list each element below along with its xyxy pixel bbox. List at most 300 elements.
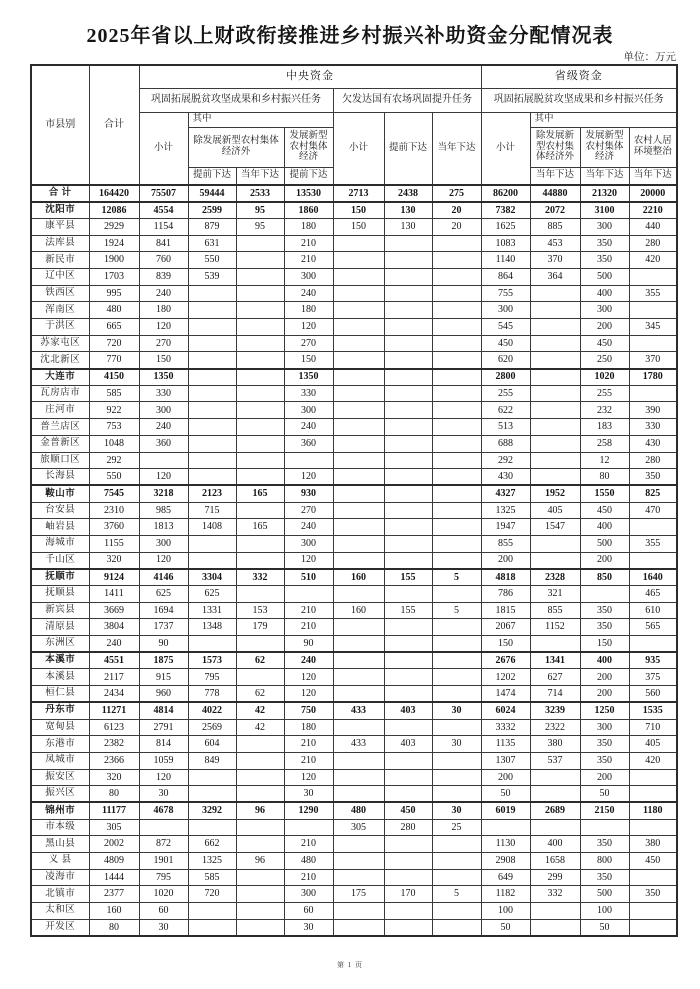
- table-row: [31, 569, 677, 586]
- value-cell: 1290: [284, 802, 333, 819]
- value-cell: 1813: [139, 519, 188, 536]
- value-cell: [481, 819, 530, 836]
- value-cell: [432, 268, 481, 285]
- region-cell: 锦州市: [31, 802, 89, 819]
- value-cell: 2533: [236, 185, 284, 202]
- region-cell: 北镇市: [31, 886, 89, 903]
- value-cell: [432, 369, 481, 386]
- header-central-task-farm: 欠发达国有农场巩固提升任务: [333, 88, 481, 112]
- value-cell: [432, 469, 481, 486]
- value-cell: 60: [284, 903, 333, 920]
- value-cell: 1307: [481, 752, 530, 769]
- value-cell: 5: [432, 886, 481, 903]
- value-cell: 841: [139, 235, 188, 252]
- header-advance-issue: 提前下达: [284, 167, 333, 185]
- value-cell: [333, 919, 384, 936]
- value-cell: [236, 335, 284, 352]
- table-row: [31, 252, 677, 269]
- value-cell: 7545: [89, 485, 139, 502]
- value-cell: 292: [89, 452, 139, 469]
- value-cell: [384, 419, 432, 436]
- value-cell: 150: [333, 218, 384, 235]
- value-cell: 300: [580, 719, 629, 736]
- header-current-year-issue: 当年下达: [236, 167, 284, 185]
- value-cell: 200: [580, 769, 629, 786]
- value-cell: [432, 903, 481, 920]
- header-grand-total: 合计: [89, 65, 139, 185]
- value-cell: 240: [284, 285, 333, 302]
- value-cell: 210: [284, 619, 333, 636]
- region-cell: 市本级: [31, 819, 89, 836]
- value-cell: [236, 819, 284, 836]
- region-cell: 千山区: [31, 552, 89, 569]
- value-cell: [333, 402, 384, 419]
- value-cell: 2117: [89, 669, 139, 686]
- value-cell: 930: [284, 485, 333, 502]
- value-cell: [236, 385, 284, 402]
- value-cell: 4146: [139, 569, 188, 586]
- value-cell: [333, 619, 384, 636]
- value-cell: 400: [580, 519, 629, 536]
- region-cell: 丹东市: [31, 702, 89, 719]
- value-cell: [236, 886, 284, 903]
- region-cell: 桓仁县: [31, 686, 89, 703]
- value-cell: 210: [284, 252, 333, 269]
- value-cell: [530, 903, 580, 920]
- value-cell: 450: [580, 502, 629, 519]
- value-cell: [432, 385, 481, 402]
- value-cell: 3100: [580, 202, 629, 219]
- region-cell: 黑山县: [31, 836, 89, 853]
- value-cell: 330: [629, 419, 677, 436]
- value-cell: [188, 535, 236, 552]
- value-cell: 565: [629, 619, 677, 636]
- value-cell: 537: [530, 752, 580, 769]
- value-cell: 30: [284, 786, 333, 803]
- value-cell: 95: [236, 202, 284, 219]
- value-cell: 380: [629, 836, 677, 853]
- region-cell: 清原县: [31, 619, 89, 636]
- value-cell: [530, 402, 580, 419]
- value-cell: 2123: [188, 485, 236, 502]
- region-cell: 抚顺市: [31, 569, 89, 586]
- value-cell: 320: [89, 552, 139, 569]
- value-cell: [384, 686, 432, 703]
- value-cell: 440: [629, 218, 677, 235]
- value-cell: 150: [333, 202, 384, 219]
- value-cell: [188, 903, 236, 920]
- value-cell: [333, 586, 384, 603]
- value-cell: 210: [284, 869, 333, 886]
- value-cell: [432, 419, 481, 436]
- value-cell: 44880: [530, 185, 580, 202]
- value-cell: [530, 352, 580, 369]
- value-cell: 200: [580, 686, 629, 703]
- region-cell: 东港市: [31, 736, 89, 753]
- value-cell: 3669: [89, 602, 139, 619]
- value-cell: 120: [139, 469, 188, 486]
- value-cell: 20000: [629, 185, 677, 202]
- value-cell: [384, 869, 432, 886]
- region-cell: 新民市: [31, 252, 89, 269]
- value-cell: [236, 319, 284, 336]
- table-row: [31, 402, 677, 419]
- table-row: [31, 469, 677, 486]
- value-cell: [333, 535, 384, 552]
- value-cell: [333, 869, 384, 886]
- value-cell: 778: [188, 686, 236, 703]
- value-cell: 879: [188, 218, 236, 235]
- value-cell: 60: [139, 903, 188, 920]
- value-cell: [333, 769, 384, 786]
- value-cell: 720: [188, 886, 236, 903]
- value-cell: 50: [481, 919, 530, 936]
- value-cell: [236, 636, 284, 653]
- value-cell: 839: [139, 268, 188, 285]
- value-cell: 120: [284, 686, 333, 703]
- table-row: [31, 619, 677, 636]
- value-cell: 4150: [89, 369, 139, 386]
- value-cell: 450: [481, 335, 530, 352]
- value-cell: [333, 369, 384, 386]
- value-cell: [188, 636, 236, 653]
- value-cell: 299: [530, 869, 580, 886]
- value-cell: 332: [236, 569, 284, 586]
- header-current-year-issue: 当年下达: [530, 167, 580, 185]
- table-row: [31, 352, 677, 369]
- value-cell: 960: [139, 686, 188, 703]
- region-cell: 振兴区: [31, 786, 89, 803]
- value-cell: 300: [284, 886, 333, 903]
- table-row: [31, 452, 677, 469]
- header-provincial-among-which: 其中: [530, 112, 677, 127]
- value-cell: [432, 869, 481, 886]
- value-cell: 42: [236, 719, 284, 736]
- value-cell: [384, 535, 432, 552]
- value-cell: 631: [188, 235, 236, 252]
- value-cell: [188, 769, 236, 786]
- region-cell: 凤城市: [31, 752, 89, 769]
- value-cell: 513: [481, 419, 530, 436]
- value-cell: [188, 335, 236, 352]
- table-row: [31, 869, 677, 886]
- value-cell: 3304: [188, 569, 236, 586]
- value-cell: 3239: [530, 702, 580, 719]
- value-cell: [432, 669, 481, 686]
- table-row: [31, 886, 677, 903]
- value-cell: 1658: [530, 853, 580, 870]
- value-cell: 3218: [139, 485, 188, 502]
- region-cell: 凌海市: [31, 869, 89, 886]
- value-cell: [629, 335, 677, 352]
- value-cell: 2322: [530, 719, 580, 736]
- value-cell: 9124: [89, 569, 139, 586]
- value-cell: 350: [580, 252, 629, 269]
- value-cell: 165: [236, 519, 284, 536]
- table-row: [31, 802, 677, 819]
- value-cell: 4814: [139, 702, 188, 719]
- header-advance-issue: 提前下达: [188, 167, 236, 185]
- value-cell: 130: [384, 202, 432, 219]
- value-cell: 795: [188, 669, 236, 686]
- value-cell: 370: [530, 252, 580, 269]
- value-cell: 300: [284, 402, 333, 419]
- value-cell: [333, 686, 384, 703]
- value-cell: [432, 769, 481, 786]
- value-cell: 1130: [481, 836, 530, 853]
- value-cell: 30: [139, 919, 188, 936]
- region-cell: 岫岩县: [31, 519, 89, 536]
- value-cell: [629, 819, 677, 836]
- value-cell: 480: [333, 802, 384, 819]
- value-cell: 550: [188, 252, 236, 269]
- value-cell: [333, 786, 384, 803]
- value-cell: 59444: [188, 185, 236, 202]
- table-row: [31, 552, 677, 569]
- value-cell: 2382: [89, 736, 139, 753]
- value-cell: 800: [580, 853, 629, 870]
- value-cell: 2791: [139, 719, 188, 736]
- value-cell: [188, 786, 236, 803]
- value-cell: 1350: [284, 369, 333, 386]
- value-cell: 80: [89, 786, 139, 803]
- value-cell: [530, 319, 580, 336]
- value-cell: 985: [139, 502, 188, 519]
- value-cell: 96: [236, 802, 284, 819]
- value-cell: [384, 586, 432, 603]
- value-cell: 120: [284, 319, 333, 336]
- value-cell: [432, 619, 481, 636]
- value-cell: 1341: [530, 652, 580, 669]
- value-cell: [384, 552, 432, 569]
- value-cell: [432, 836, 481, 853]
- value-cell: [236, 302, 284, 319]
- value-cell: 280: [384, 819, 432, 836]
- value-cell: 1625: [481, 218, 530, 235]
- value-cell: [432, 402, 481, 419]
- value-cell: [333, 435, 384, 452]
- value-cell: 200: [580, 319, 629, 336]
- value-cell: 662: [188, 836, 236, 853]
- value-cell: 500: [580, 886, 629, 903]
- table-row: [31, 652, 677, 669]
- value-cell: [384, 636, 432, 653]
- page-number: 第 1 页: [337, 961, 363, 969]
- value-cell: 1550: [580, 485, 629, 502]
- region-cell: 本溪县: [31, 669, 89, 686]
- value-cell: [530, 435, 580, 452]
- value-cell: 1325: [481, 502, 530, 519]
- table-row: [31, 719, 677, 736]
- value-cell: 200: [580, 552, 629, 569]
- value-cell: [236, 869, 284, 886]
- value-cell: [236, 369, 284, 386]
- value-cell: [629, 769, 677, 786]
- value-cell: [629, 869, 677, 886]
- value-cell: 480: [89, 302, 139, 319]
- header-provincial-rural-environment: 农村人居环境整治: [629, 127, 677, 167]
- value-cell: 550: [89, 469, 139, 486]
- value-cell: 300: [284, 535, 333, 552]
- value-cell: 622: [481, 402, 530, 419]
- region-cell: 普兰店区: [31, 419, 89, 436]
- value-cell: 240: [89, 636, 139, 653]
- value-cell: [629, 268, 677, 285]
- value-cell: 6024: [481, 702, 530, 719]
- value-cell: 850: [580, 569, 629, 586]
- value-cell: [333, 636, 384, 653]
- value-cell: 2908: [481, 853, 530, 870]
- value-cell: [530, 452, 580, 469]
- value-cell: [432, 319, 481, 336]
- value-cell: [530, 419, 580, 436]
- value-cell: [432, 352, 481, 369]
- value-cell: 20: [432, 202, 481, 219]
- value-cell: 12086: [89, 202, 139, 219]
- table-row: [31, 786, 677, 803]
- value-cell: 714: [530, 686, 580, 703]
- value-cell: 350: [580, 752, 629, 769]
- value-cell: 350: [580, 602, 629, 619]
- value-cell: [530, 385, 580, 402]
- value-cell: 1694: [139, 602, 188, 619]
- value-cell: [384, 919, 432, 936]
- value-cell: 1860: [284, 202, 333, 219]
- value-cell: 855: [481, 535, 530, 552]
- table-row: [31, 853, 677, 870]
- table-row: [31, 919, 677, 936]
- value-cell: [333, 302, 384, 319]
- value-cell: [284, 586, 333, 603]
- value-cell: 400: [530, 836, 580, 853]
- value-cell: [432, 485, 481, 502]
- table-row: [31, 502, 677, 519]
- value-cell: [236, 535, 284, 552]
- value-cell: 3332: [481, 719, 530, 736]
- value-cell: [236, 586, 284, 603]
- value-cell: 1411: [89, 586, 139, 603]
- value-cell: 164420: [89, 185, 139, 202]
- value-cell: [530, 786, 580, 803]
- value-cell: 375: [629, 669, 677, 686]
- value-cell: [432, 786, 481, 803]
- value-cell: 620: [481, 352, 530, 369]
- value-cell: [333, 452, 384, 469]
- value-cell: 403: [384, 702, 432, 719]
- value-cell: 5: [432, 569, 481, 586]
- value-cell: 11177: [89, 802, 139, 819]
- value-cell: 604: [188, 736, 236, 753]
- value-cell: 321: [530, 586, 580, 603]
- value-cell: 1444: [89, 869, 139, 886]
- value-cell: [384, 669, 432, 686]
- value-cell: [333, 268, 384, 285]
- value-cell: 360: [139, 435, 188, 452]
- value-cell: [236, 435, 284, 452]
- header-farm-subtotal: 小计: [333, 112, 384, 185]
- value-cell: 465: [629, 586, 677, 603]
- value-cell: 300: [139, 402, 188, 419]
- value-cell: [333, 469, 384, 486]
- value-cell: 2929: [89, 218, 139, 235]
- value-cell: 1474: [481, 686, 530, 703]
- value-cell: 300: [481, 302, 530, 319]
- region-cell: 旅顺口区: [31, 452, 89, 469]
- value-cell: [530, 535, 580, 552]
- value-cell: 710: [629, 719, 677, 736]
- unit-label: 单位：万元: [623, 52, 676, 63]
- value-cell: 30: [139, 786, 188, 803]
- value-cell: 1180: [629, 802, 677, 819]
- value-cell: 30: [432, 702, 481, 719]
- region-cell: 法库县: [31, 235, 89, 252]
- value-cell: [530, 469, 580, 486]
- value-cell: 1573: [188, 652, 236, 669]
- value-cell: 1135: [481, 736, 530, 753]
- value-cell: 627: [530, 669, 580, 686]
- value-cell: [236, 268, 284, 285]
- value-cell: 350: [580, 619, 629, 636]
- value-cell: [432, 719, 481, 736]
- value-cell: 433: [333, 736, 384, 753]
- value-cell: [188, 919, 236, 936]
- value-cell: 370: [629, 352, 677, 369]
- value-cell: [432, 335, 481, 352]
- region-cell: 铁西区: [31, 285, 89, 302]
- table-row: [31, 636, 677, 653]
- value-cell: 1350: [139, 369, 188, 386]
- value-cell: 2676: [481, 652, 530, 669]
- value-cell: [236, 669, 284, 686]
- value-cell: 400: [580, 652, 629, 669]
- value-cell: [333, 319, 384, 336]
- value-cell: 280: [629, 452, 677, 469]
- value-cell: [236, 903, 284, 920]
- value-cell: [629, 519, 677, 536]
- region-cell: 苏家屯区: [31, 335, 89, 352]
- value-cell: 355: [629, 535, 677, 552]
- value-cell: [629, 302, 677, 319]
- value-cell: 153: [236, 602, 284, 619]
- value-cell: [333, 352, 384, 369]
- value-cell: [384, 452, 432, 469]
- table-row: [31, 285, 677, 302]
- value-cell: 1020: [580, 369, 629, 386]
- value-cell: 30: [432, 802, 481, 819]
- value-cell: 2002: [89, 836, 139, 853]
- value-cell: 100: [481, 903, 530, 920]
- value-cell: 453: [530, 235, 580, 252]
- value-cell: [333, 519, 384, 536]
- value-cell: [333, 836, 384, 853]
- value-cell: 300: [284, 268, 333, 285]
- value-cell: [333, 335, 384, 352]
- value-cell: [384, 786, 432, 803]
- value-cell: 814: [139, 736, 188, 753]
- value-cell: 2434: [89, 686, 139, 703]
- value-cell: 2713: [333, 185, 384, 202]
- value-cell: [333, 502, 384, 519]
- value-cell: 210: [284, 736, 333, 753]
- value-cell: [236, 769, 284, 786]
- value-cell: 450: [580, 335, 629, 352]
- value-cell: [530, 769, 580, 786]
- value-cell: [236, 285, 284, 302]
- value-cell: 300: [139, 535, 188, 552]
- value-cell: 75507: [139, 185, 188, 202]
- value-cell: 50: [580, 919, 629, 936]
- value-cell: 2800: [481, 369, 530, 386]
